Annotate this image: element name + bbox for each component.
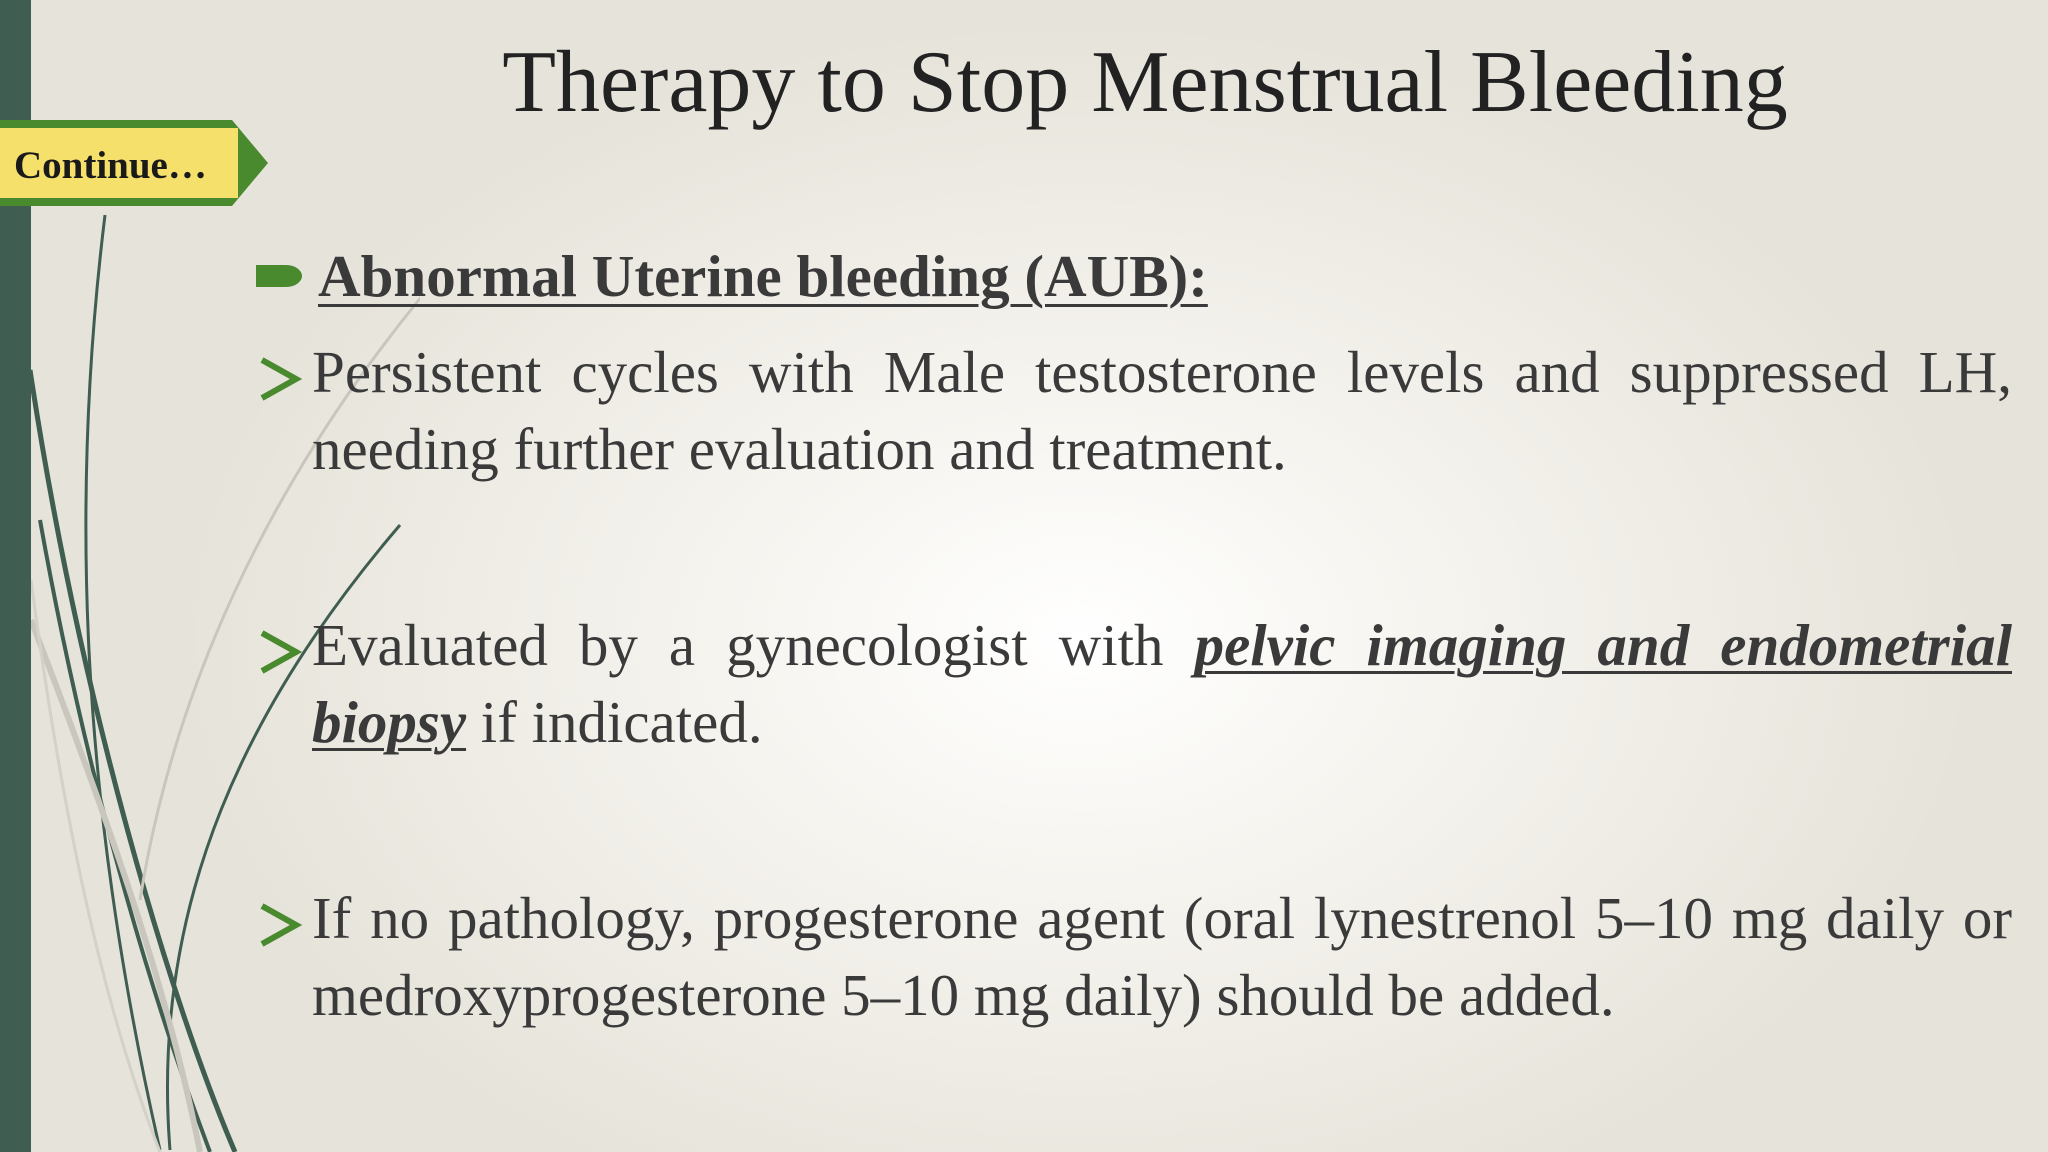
list-item bbox=[256, 607, 2012, 761]
bullet-text: Persistent cycles with Male testosterone levels and suppressed LH, needing further evaluation and treatment. bbox=[312, 339, 2012, 482]
slide-title: Therapy to Stop Menstrual Bleeding bbox=[502, 34, 1788, 131]
bullet-text bbox=[312, 607, 2012, 761]
bullet-emphasis: pelvic imaging and endometrial biopsy bbox=[312, 612, 2012, 755]
green-arrowhead-icon bbox=[256, 356, 302, 402]
bullet-text: If no pathology, progesterone agent (oral lynestrenol 5–10 mg daily or medroxyprogesterone 5–10 mg daily) should be added. bbox=[312, 885, 2012, 1028]
section-heading-row bbox=[256, 236, 1208, 316]
section-heading: Abnormal Uterine bleeding (AUB): bbox=[318, 242, 1208, 309]
list-item bbox=[256, 880, 2012, 1034]
list-item bbox=[256, 334, 2012, 488]
bullet-text-after: if indicated. bbox=[466, 689, 763, 755]
continue-label: Continue… bbox=[14, 144, 207, 187]
green-arrowhead-icon bbox=[256, 629, 302, 675]
green-arrowhead-icon bbox=[256, 902, 302, 948]
green-tab-bullet-icon bbox=[256, 261, 304, 291]
bullet-text-before: Evaluated by a gynecologist with bbox=[312, 612, 1195, 678]
